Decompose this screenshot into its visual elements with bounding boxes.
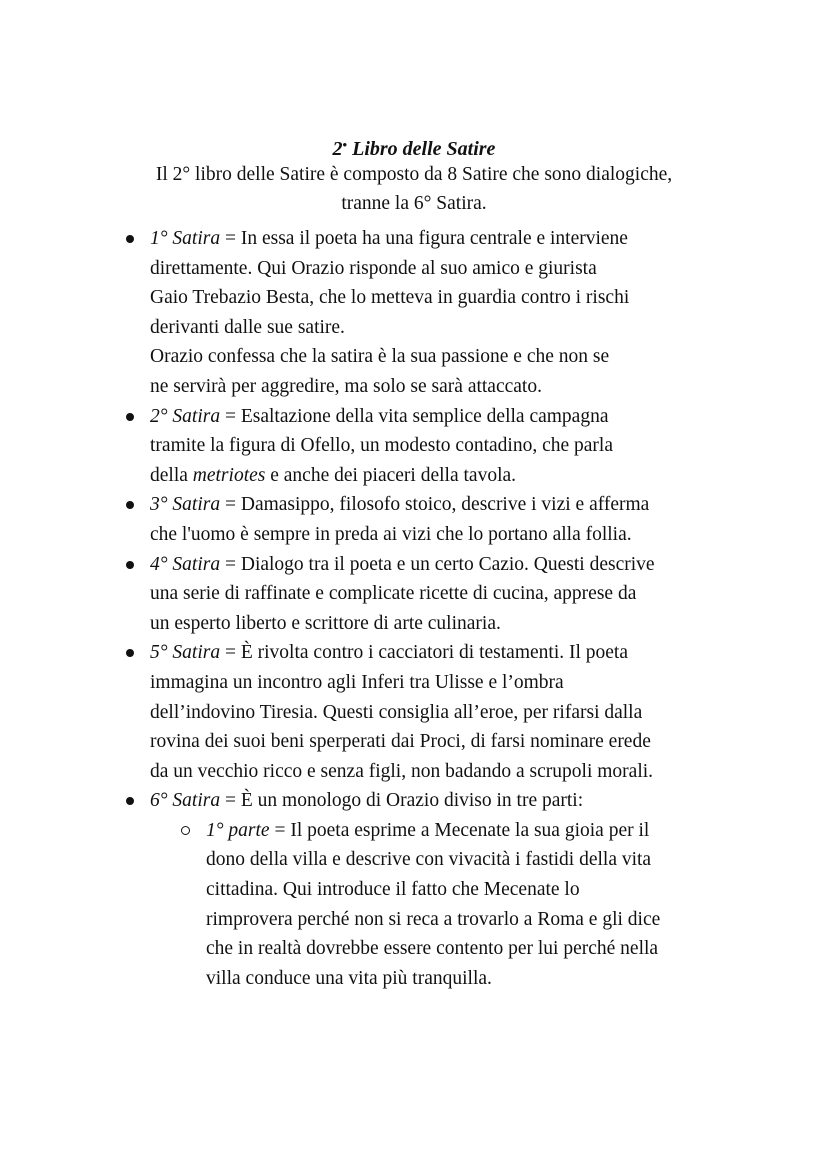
list-item-satira-6: 6° Satira = È un monologo di Orazio diviso in tre parti: 1° parte = Il poeta esprime a Mecenate la sua gioia per il dono della villa e descrive con vivacità i fastidi della vita cittadina. Qui introduce il fatto che Mecenate lo rimprovera perché non si reca a trovarlo a Roma e gli dice che in realtà dovrebbe essere contento per lui perché nella villa conduce una vita più tranquilla. xyxy=(150,786,750,993)
page-title: 2• Libro delle Satire xyxy=(332,137,496,160)
sublist-item-parte-1: 1° parte = Il poeta esprime a Mecenate la sua gioia per il dono della villa e descrive con vivacità i fastidi della vita cittadina. Qui introduce il fatto che Mecenate lo rimprovera perché non si reca a trovarlo a Roma e gli dice che in realtà dovrebbe essere contento per lui perché nella villa conduce una vita più tranquilla. xyxy=(206,816,730,994)
intro-paragraph: Il 2° libro delle Satire è composto da 8 Satire che sono dialogiche, tranne la 6° Satira. xyxy=(155,164,673,214)
list-item-satira-3: 3° Satira = Damasippo, filosofo stoico, descrive i vizi e afferma che l'uomo è sempre in preda ai vizi che lo portano alla follia. xyxy=(150,490,750,549)
satire-list xyxy=(150,224,750,993)
list-item-satira-5: 5° Satira = È rivolta contro i cacciatori di testamenti. Il poeta immagina un incontro agli Inferi tra Ulisse e l’ombra dell’indovino Tiresia. Questi consiglia all’eroe, per rifarsi dalla rovina dei suoi beni sperperati dai Proci, di farsi nominare erede da un vecchio ricco e senza figli, non badando a scrupoli morali. xyxy=(150,638,750,786)
satira-6-sublist xyxy=(150,816,750,994)
list-item-satira-1: 1° Satira = In essa il poeta ha una figura centrale e interviene direttamente. Qui Orazio risponde al suo amico e giurista Gaio Trebazio Besta, che lo metteva in guardia contro i rischi derivanti dalle sue satire. Orazio confessa che la satira è la sua passione e che non se ne servirà per aggredire, ma solo se sarà attaccato. xyxy=(150,224,750,402)
list-item-satira-4: 4° Satira = Dialogo tra il poeta e un certo Cazio. Questi descrive una serie di raffinate e complicate ricette di cucina, apprese da un esperto liberto e scrittore di arte culinaria. xyxy=(150,550,750,639)
list-item-satira-2: 2° Satira = Esaltazione della vita semplice della campagna tramite la figura di Ofello, un modesto contadino, che parla della metriotes e anche dei piaceri della tavola. xyxy=(150,402,750,491)
